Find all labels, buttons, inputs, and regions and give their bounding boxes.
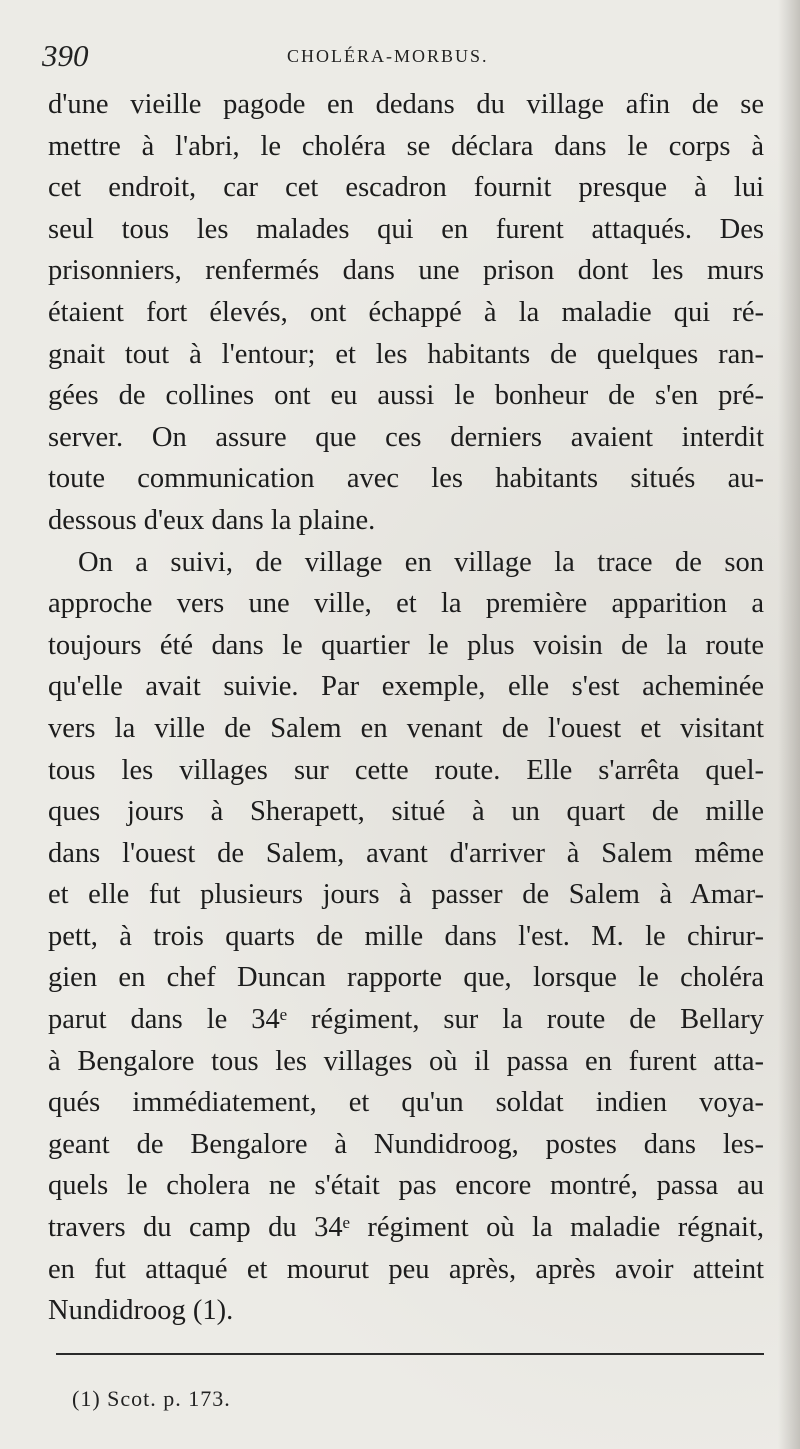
text-line: et elle fut plusieurs jours à passer de Salem à Amar- xyxy=(48,879,764,911)
text-line: d'une vieille pagode en dedans du village afin de se xyxy=(48,89,764,120)
text-line: ques jours à Sherapett, situé à un quart de mille xyxy=(48,796,764,828)
text-line: en fut attaqué et mourut peu après, après avoir atteint xyxy=(48,1253,764,1285)
page-spine-shadow xyxy=(778,0,800,1449)
paragraph-end-line: Nundidroog (1). xyxy=(48,1295,234,1327)
text-line: vers la ville de Salem en venant de l'ouest et visitant xyxy=(48,712,764,744)
text-line: geant de Bengalore à Nundidroog, postes dans les- xyxy=(48,1128,764,1160)
text-line: approche vers une ville, et la première apparition a xyxy=(48,588,764,620)
text-line: cet endroit, car cet escadron fournit presque à lui xyxy=(48,172,764,204)
text-line: seul tous les malades qui en furent attaqués. Des xyxy=(48,213,764,245)
text-line: tous les villages sur cette route. Elle s'arrêta quel- xyxy=(48,754,764,786)
running-title: CHOLÉRA-MORBUS. xyxy=(287,46,489,66)
text-line: toute communication avec les habitants situés au- xyxy=(48,463,764,495)
text-line: parut dans le 34ᵉ régiment, sur la route de Bellary xyxy=(48,1004,764,1036)
text-line: gées de collines ont eu aussi le bonheur de s'en pré- xyxy=(48,380,764,412)
running-head xyxy=(42,38,762,78)
page-number: 390 xyxy=(42,38,89,73)
text-line: gien en chef Duncan rapporte que, lorsque le choléra xyxy=(48,962,764,994)
text-line: à Bengalore tous les villages où il passa en furent atta- xyxy=(48,1045,764,1077)
text-line: travers du camp du 34ᵉ régiment où la maladie régnait, xyxy=(48,1212,764,1244)
text-line: qués immédiatement, et qu'un soldat indien voya- xyxy=(48,1087,764,1119)
text-line: quels le cholera ne s'était pas encore montré, passa au xyxy=(48,1170,764,1202)
paragraph-end-line: dessous d'eux dans la plaine. xyxy=(48,504,376,536)
text-line: étaient fort élevés, ont échappé à la maladie qui ré- xyxy=(48,296,764,328)
body-text xyxy=(48,84,764,1332)
text-line: server. On assure que ces derniers avaient interdit xyxy=(48,421,764,453)
footnote-rule xyxy=(56,1353,764,1355)
text-line: qu'elle avait suivie. Par exemple, elle s'est acheminée xyxy=(48,671,764,703)
text-line: prisonniers, renfermés dans une prison dont les murs xyxy=(48,255,764,287)
text-line: dans l'ouest de Salem, avant d'arriver à Salem même xyxy=(48,837,764,869)
paragraph-start-line: On a suivi, de village en village la trace de son xyxy=(78,546,764,578)
text-line: mettre à l'abri, le choléra se déclara dans le corps à xyxy=(48,130,764,162)
text-line: toujours été dans le quartier le plus voisin de la route xyxy=(48,629,764,661)
text-line: pett, à trois quarts de mille dans l'est. M. le chirur- xyxy=(48,920,764,952)
footnote: (1) Scot. p. 173. xyxy=(72,1386,231,1411)
text-line: gnait tout à l'entour; et les habitants de quelques ran- xyxy=(48,338,764,370)
